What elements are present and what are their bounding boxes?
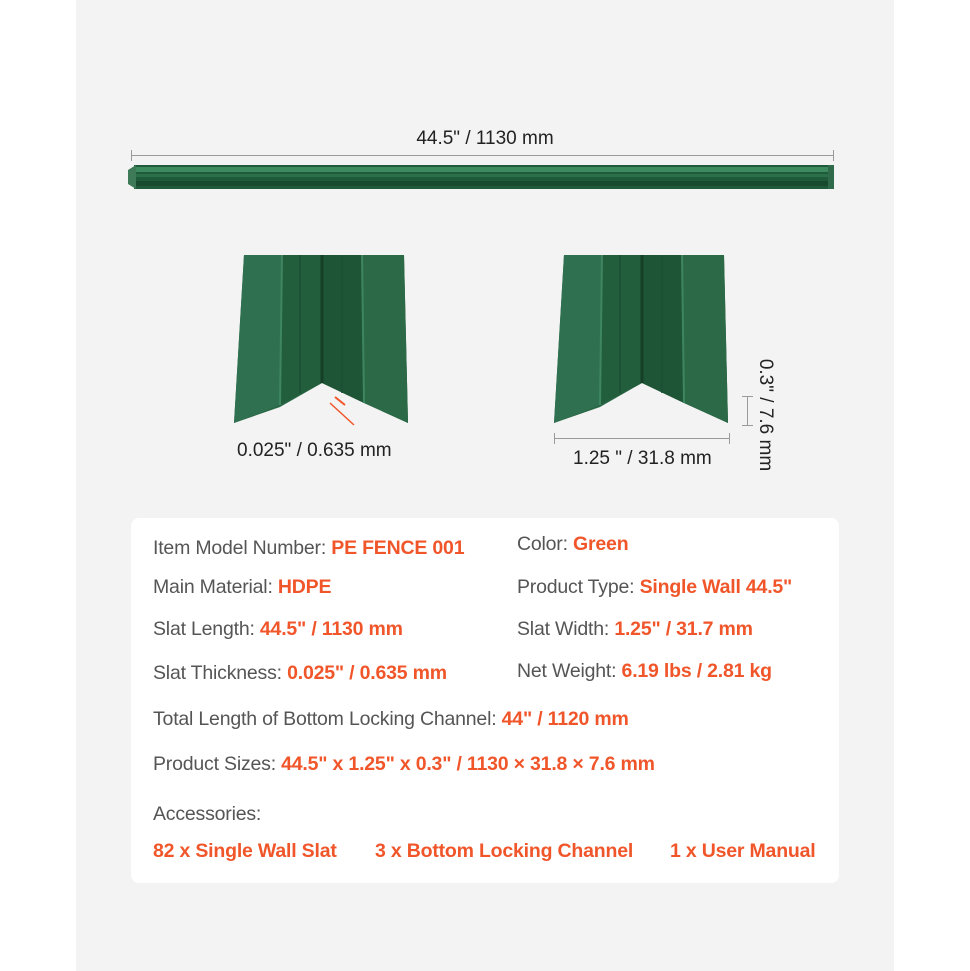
depth-dimension-tick-top — [742, 396, 753, 397]
spec-slat-length — [153, 618, 403, 641]
length-dimension-label: 44.5" / 1130 mm — [416, 128, 554, 149]
spec-value: Green — [573, 533, 629, 555]
spec-value: HDPE — [277, 576, 332, 598]
slat-section-right-image — [552, 255, 732, 431]
spec-label: Color: — [517, 533, 574, 555]
spec-model-number — [153, 537, 464, 560]
spec-label: Slat Thickness: — [153, 662, 288, 684]
spec-channel-length — [153, 708, 629, 731]
spec-value: 44.5" / 1130 mm — [259, 618, 403, 640]
spec-value: 44" / 1120 mm — [501, 708, 629, 730]
spec-value: Single Wall 44.5" — [639, 576, 793, 598]
spec-label: Total Length of Bottom Locking Channel: — [153, 708, 502, 730]
depth-dimension-tick-bottom — [742, 425, 753, 426]
spec-value: 1.25" / 31.7 mm — [614, 618, 753, 640]
specification-card — [131, 518, 839, 883]
length-dimension-tick-left — [131, 150, 132, 161]
length-dimension-line — [131, 155, 834, 156]
spec-slat-width — [517, 618, 753, 641]
accessory-item: 1 x User Manual — [670, 840, 816, 862]
spec-product-type — [517, 576, 792, 599]
spec-product-sizes — [153, 753, 655, 776]
full-slat-image — [128, 164, 836, 190]
spec-main-material — [153, 576, 331, 599]
spec-label: Slat Length: — [153, 618, 260, 640]
spec-label: Main Material: — [153, 576, 278, 598]
accessories-heading: Accessories: — [153, 803, 262, 825]
spec-color — [517, 533, 628, 556]
width-dimension-tick-left — [554, 433, 555, 444]
width-dimension-line — [554, 438, 730, 439]
spec-value: 6.19 lbs / 2.81 kg — [621, 660, 772, 682]
spec-slat-thickness — [153, 662, 447, 685]
spec-label: Net Weight: — [517, 660, 622, 682]
spec-label: Product Type: — [517, 576, 640, 598]
depth-dimension-line — [747, 396, 748, 426]
length-dimension-tick-right — [833, 150, 834, 161]
width-dimension-label: 1.25 " / 31.8 mm — [573, 448, 712, 469]
depth-dimension-label: 0.3" / 7.6 mm — [755, 358, 776, 472]
spec-value: PE FENCE 001 — [331, 537, 465, 559]
spec-value: 44.5" x 1.25" x 0.3" / 1130 × 31.8 × 7.6 mm — [281, 753, 655, 775]
accessory-item: 3 x Bottom Locking Channel — [375, 840, 634, 862]
spec-label: Slat Width: — [517, 618, 615, 640]
spec-label: Item Model Number: — [153, 537, 332, 559]
width-dimension-tick-right — [729, 433, 730, 444]
accessory-item: 82 x Single Wall Slat — [153, 840, 337, 862]
spec-net-weight — [517, 660, 772, 683]
thickness-dimension-label: 0.025" / 0.635 mm — [237, 440, 392, 461]
spec-value: 0.025" / 0.635 mm — [287, 662, 447, 684]
spec-label: Product Sizes: — [153, 753, 282, 775]
slat-section-left-image — [232, 255, 412, 431]
